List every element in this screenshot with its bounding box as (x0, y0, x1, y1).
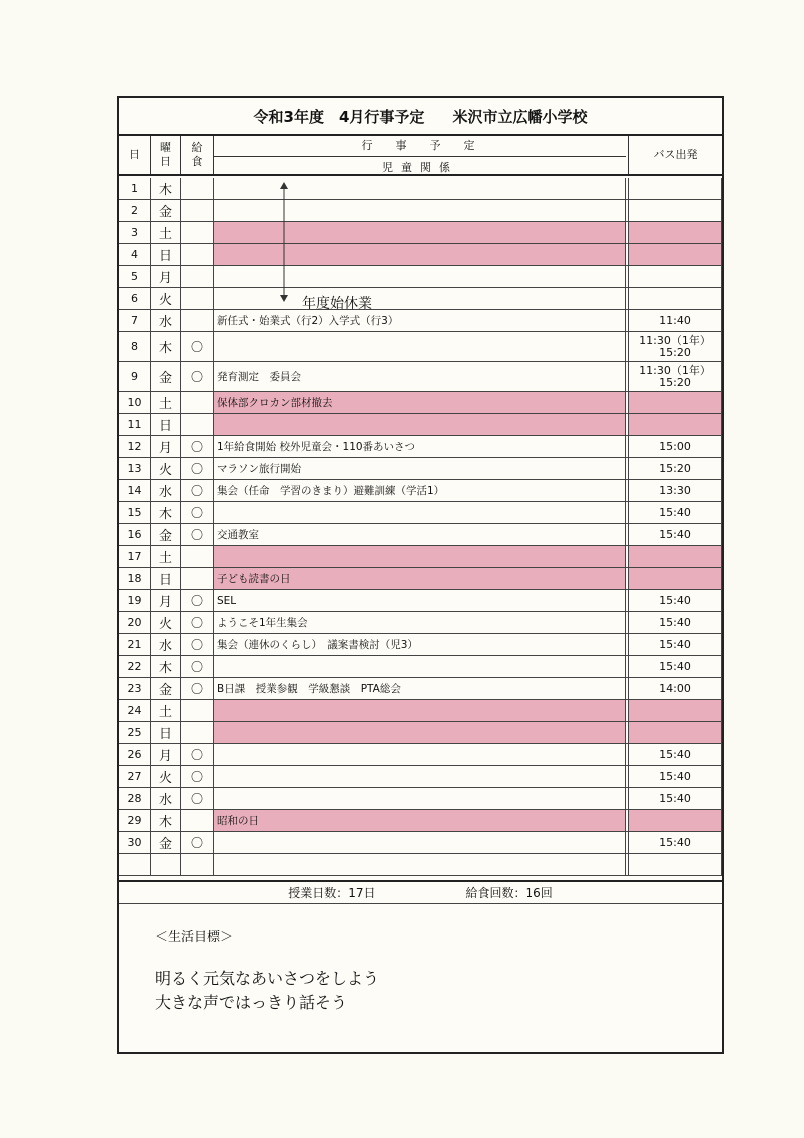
table-row (119, 744, 722, 766)
weekday-cell: 水 (151, 788, 181, 809)
event-cell (214, 222, 626, 243)
event-cell: SEL (214, 590, 626, 611)
weekday-cell: 月 (151, 590, 181, 611)
event-cell (214, 832, 626, 853)
table-row (119, 612, 722, 634)
weekday-cell: 木 (151, 178, 181, 199)
day-cell: 27 (119, 766, 151, 787)
lunch-cell (181, 546, 214, 567)
lunch-cell: 〇 (181, 458, 214, 479)
table-header (119, 136, 722, 176)
weekday-cell: 金 (151, 362, 181, 391)
lunch-cell (181, 700, 214, 721)
day-cell: 19 (119, 590, 151, 611)
table-row (119, 546, 722, 568)
weekday-cell: 火 (151, 612, 181, 633)
day-cell: 11 (119, 414, 151, 435)
goal-line-1: 明るく元気なあいさつをしよう (155, 969, 380, 988)
table-row (119, 200, 722, 222)
bus-cell: 14:00 (629, 678, 722, 699)
day-cell: 9 (119, 362, 151, 391)
table-row (119, 524, 722, 546)
weekday-cell: 土 (151, 546, 181, 567)
bus-cell: 11:40 (629, 310, 722, 331)
weekday-cell: 日 (151, 722, 181, 743)
day-cell: 29 (119, 810, 151, 831)
school-name: 米沢市立広幡小学校 (452, 107, 588, 126)
bus-cell: 15:00 (629, 436, 722, 457)
event-cell (214, 332, 626, 361)
weekday-cell: 月 (151, 436, 181, 457)
header-day: 日 (119, 136, 151, 174)
bus-cell: 15:40 (629, 832, 722, 853)
day-cell (119, 854, 151, 875)
summary-bar (119, 880, 722, 904)
event-cell (214, 546, 626, 567)
bus-cell (629, 854, 722, 875)
event-cell: ようこそ1年生集会 (214, 612, 626, 633)
event-cell: 集会（任命 学習のきまり）避難訓練（学活1） (214, 480, 626, 501)
table-row (119, 310, 722, 332)
bus-cell (629, 244, 722, 265)
table-row (119, 458, 722, 480)
bus-cell (629, 568, 722, 589)
lunch-cell: 〇 (181, 744, 214, 765)
event-cell (214, 288, 626, 309)
day-cell: 15 (119, 502, 151, 523)
bus-cell (629, 200, 722, 221)
header-lunch: 給 食 (181, 136, 214, 174)
table-row (119, 244, 722, 266)
table-row (119, 392, 722, 414)
day-cell: 20 (119, 612, 151, 633)
event-cell: 交通教室 (214, 524, 626, 545)
bus-cell (629, 546, 722, 567)
table-row (119, 700, 722, 722)
bus-cell: 15:40 (629, 766, 722, 787)
table-row (119, 766, 722, 788)
lunch-cell: 〇 (181, 612, 214, 633)
day-cell: 21 (119, 634, 151, 655)
lunch-cell: 〇 (181, 480, 214, 501)
day-cell: 4 (119, 244, 151, 265)
event-cell: 発育測定 委員会 (214, 362, 626, 391)
event-cell (214, 788, 626, 809)
bus-cell: 15:40 (629, 590, 722, 611)
day-cell: 7 (119, 310, 151, 331)
bus-cell (629, 222, 722, 243)
event-cell (214, 722, 626, 743)
lunch-cell (181, 568, 214, 589)
bus-cell: 11:30（1年） 15:20 (629, 332, 722, 361)
weekday-cell: 水 (151, 480, 181, 501)
day-cell: 6 (119, 288, 151, 309)
table-row (119, 854, 722, 876)
lunch-cell (181, 222, 214, 243)
bus-cell: 11:30（1年） 15:20 (629, 362, 722, 391)
weekday-cell: 日 (151, 244, 181, 265)
bus-cell (629, 288, 722, 309)
event-cell: 保体部クロカン部材撤去 (214, 392, 626, 413)
weekday-cell: 金 (151, 524, 181, 545)
table-row (119, 810, 722, 832)
bus-cell: 15:40 (629, 634, 722, 655)
weekday-cell: 木 (151, 502, 181, 523)
bus-cell (629, 266, 722, 287)
weekday-cell: 金 (151, 200, 181, 221)
weekday-cell: 月 (151, 744, 181, 765)
event-cell: 1年給食開始 校外児童会・110番あいさつ (214, 436, 626, 457)
lunch-cell: 〇 (181, 766, 214, 787)
bus-cell: 15:40 (629, 656, 722, 677)
bus-cell (629, 178, 722, 199)
bus-cell: 15:40 (629, 788, 722, 809)
lunch-cell (181, 414, 214, 435)
weekday-cell: 火 (151, 288, 181, 309)
day-cell: 17 (119, 546, 151, 567)
weekday-cell: 土 (151, 392, 181, 413)
day-cell: 26 (119, 744, 151, 765)
event-cell (214, 178, 626, 199)
life-goals (119, 904, 722, 1054)
vacation-range-arrow (279, 182, 289, 302)
bus-cell: 15:20 (629, 458, 722, 479)
weekday-cell: 土 (151, 222, 181, 243)
lunch-cell (181, 310, 214, 331)
event-cell (214, 502, 626, 523)
weekday-cell: 金 (151, 832, 181, 853)
bus-cell (629, 722, 722, 743)
weekday-cell: 木 (151, 656, 181, 677)
weekday-cell: 金 (151, 678, 181, 699)
day-cell: 5 (119, 266, 151, 287)
weekday-cell: 日 (151, 414, 181, 435)
lunch-cell (181, 266, 214, 287)
day-cell: 30 (119, 832, 151, 853)
event-cell (214, 266, 626, 287)
goal-line-2: 大きな声ではっきり話そう (155, 993, 348, 1012)
bus-cell (629, 810, 722, 831)
header-events: 行 事 予 定 (214, 136, 629, 174)
weekday-cell: 月 (151, 266, 181, 287)
bus-cell: 15:40 (629, 502, 722, 523)
table-row (119, 178, 722, 200)
day-cell: 23 (119, 678, 151, 699)
day-cell: 28 (119, 788, 151, 809)
day-cell: 10 (119, 392, 151, 413)
lunch-cell (181, 854, 214, 875)
event-cell (214, 854, 626, 875)
lunch-cell: 〇 (181, 788, 214, 809)
table-row (119, 288, 722, 310)
weekday-cell: 木 (151, 810, 181, 831)
event-cell (214, 700, 626, 721)
vacation-label: 年度始休業 (302, 296, 372, 312)
day-cell: 12 (119, 436, 151, 457)
day-cell: 13 (119, 458, 151, 479)
table-row (119, 502, 722, 524)
table-row (119, 222, 722, 244)
day-cell: 16 (119, 524, 151, 545)
weekday-cell: 土 (151, 700, 181, 721)
day-cell: 22 (119, 656, 151, 677)
lunch-cell (181, 392, 214, 413)
lunch-cell (181, 244, 214, 265)
table-row (119, 678, 722, 700)
event-cell: 集会（連休のくらし） 議案書検討（児3） (214, 634, 626, 655)
schedule-title: 令和3年度 4月行事予定 (253, 107, 425, 126)
lunch-cell: 〇 (181, 436, 214, 457)
day-cell: 25 (119, 722, 151, 743)
bus-cell: 15:40 (629, 612, 722, 633)
day-cell: 18 (119, 568, 151, 589)
event-cell (214, 656, 626, 677)
table-row (119, 788, 722, 810)
event-cell (214, 414, 626, 435)
table-row (119, 590, 722, 612)
lunch-cell (181, 200, 214, 221)
table-row (119, 332, 722, 362)
lunch-cell: 〇 (181, 590, 214, 611)
lunch-cell: 〇 (181, 678, 214, 699)
table-row (119, 722, 722, 744)
table-row (119, 362, 722, 392)
bus-cell (629, 392, 722, 413)
table-row (119, 634, 722, 656)
day-cell: 8 (119, 332, 151, 361)
title-bar (119, 98, 722, 136)
weekday-cell: 木 (151, 332, 181, 361)
event-cell: マラソン旅行開始 (214, 458, 626, 479)
weekday-cell: 火 (151, 766, 181, 787)
table-row (119, 656, 722, 678)
lunch-cell (181, 722, 214, 743)
lunch-cell: 〇 (181, 656, 214, 677)
event-cell: 新任式・始業式（行2）入学式（行3） (214, 310, 626, 331)
bus-cell (629, 700, 722, 721)
bus-cell: 13:30 (629, 480, 722, 501)
header-bus: バス出発 (653, 148, 698, 161)
event-cell: 子ども読書の日 (214, 568, 626, 589)
lunch-cell: 〇 (181, 502, 214, 523)
lunch-cell: 〇 (181, 634, 214, 655)
bus-cell: 15:40 (629, 744, 722, 765)
header-events-sub: 児童関係 (214, 156, 626, 177)
day-cell: 14 (119, 480, 151, 501)
lunch-cell (181, 810, 214, 831)
day-cell: 24 (119, 700, 151, 721)
lunch-count: 給食回数：16回 (465, 886, 553, 900)
lunch-cell: 〇 (181, 832, 214, 853)
event-cell (214, 200, 626, 221)
lunch-cell: 〇 (181, 362, 214, 391)
bus-cell (629, 414, 722, 435)
table-row (119, 568, 722, 590)
event-cell: 昭和の日 (214, 810, 626, 831)
weekday-cell: 水 (151, 310, 181, 331)
table-row (119, 480, 722, 502)
weekday-cell (151, 854, 181, 875)
event-cell: B日課 授業参観 学級懇談 PTA総会 (214, 678, 626, 699)
table-row (119, 266, 722, 288)
event-cell (214, 744, 626, 765)
day-cell: 3 (119, 222, 151, 243)
day-cell: 1 (119, 178, 151, 199)
table-row (119, 414, 722, 436)
lunch-cell: 〇 (181, 524, 214, 545)
schedule-sheet (117, 96, 724, 1054)
weekday-cell: 火 (151, 458, 181, 479)
header-weekday: 曜 日 (151, 136, 181, 174)
bus-cell: 15:40 (629, 524, 722, 545)
lunch-cell (181, 288, 214, 309)
weekday-cell: 日 (151, 568, 181, 589)
class-days: 授業日数：17日 (288, 886, 376, 900)
lunch-cell (181, 178, 214, 199)
goals-label: ＜生活目標＞ (155, 930, 234, 945)
lunch-cell: 〇 (181, 332, 214, 361)
table-row (119, 832, 722, 854)
day-cell: 2 (119, 200, 151, 221)
weekday-cell: 水 (151, 634, 181, 655)
event-cell (214, 766, 626, 787)
event-cell (214, 244, 626, 265)
table-row (119, 436, 722, 458)
